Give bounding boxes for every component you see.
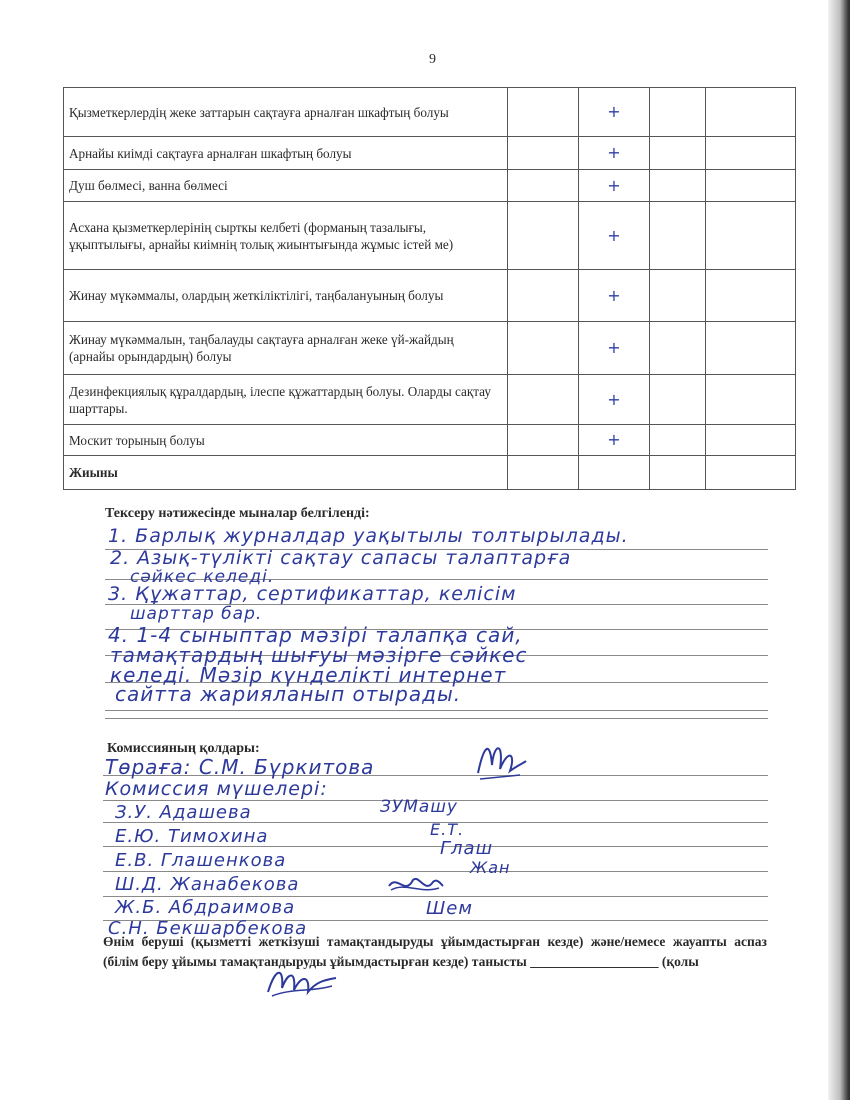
criterion-cell: Дезинфекциялық құралдардың, ілеспе құжаттардың болуы. Оларды сақтау шарттары. [64,375,508,425]
empty-cell [508,88,579,137]
checklist-table [63,87,796,490]
finding-line: сайтта жарияланып отырады. [115,682,462,706]
criterion-cell: Арнайы киімді сақтауға арналған шкафтың болуы [64,137,508,170]
commission-heading: Комиссияның қолдары: [107,741,260,756]
mark-cell [579,322,650,375]
empty-cell [706,170,796,202]
finding-line: тамақтардың шығуы мәзірге сәйкес [110,643,528,667]
table-row-total [64,456,796,490]
commission-line: Е.Ю. Тимохина [115,826,269,847]
page-number: 9 [429,52,436,67]
empty-cell [706,456,796,490]
findings-heading: Тексеру нәтижесінде мыналар белгіленді: [105,506,370,521]
member-signature: Е.Т. [430,820,465,839]
plus-mark: + [607,285,621,305]
signature-blank: ___________________ [530,954,659,969]
criterion-cell: Жинау мүкәммалын, таңбалауды сақтауға арналған жеке үй-жайдың (арнайы орындардың) болуы [64,322,508,375]
empty-cell [650,88,706,137]
empty-cell [508,270,579,322]
criterion-cell: Асхана қызметкерлерінің сырткы келбеті (форманың тазалығы, ұқыптылығы, арнайы киімнің толық жиынтығында жұмыс істей ме) [64,202,508,270]
criterion-cell: Москит торының болуы [64,425,508,456]
mark-cell [579,375,650,425]
commission-line: Ж.Б. Абдраимова [115,897,296,918]
empty-cell [706,202,796,270]
empty-cell [706,270,796,322]
ruled-line [105,718,768,719]
empty-cell [650,270,706,322]
finding-line: шарттар бар. [130,604,263,624]
empty-cell [706,322,796,375]
finding-line: 3. Құжаттар, сертификаттар, келісім [108,583,517,605]
chair-signature [470,735,530,785]
plus-mark: + [607,430,621,449]
plus-mark: + [607,175,621,195]
mark-cell [579,202,650,270]
mark-cell [579,425,650,456]
commission-line: З.У. Адашева [115,802,252,823]
table-row [64,202,796,270]
empty-cell [706,137,796,170]
table-row [64,88,796,137]
finding-line: 4. 1-4 сыныптар мәзірі талапқа сай, [108,623,523,647]
empty-cell [650,202,706,270]
signature-caption: (қолы [661,954,699,969]
table-row [64,425,796,456]
total-label: Жиыны [64,456,508,490]
empty-cell [508,375,579,425]
plus-mark: + [607,389,621,409]
empty-cell [579,456,650,490]
table-row [64,322,796,375]
empty-cell [508,456,579,490]
finding-line: 2. Азық-түлікті сақтау сапасы талаптарға [110,547,572,569]
cook-signature [262,962,342,1002]
commission-line: Комиссия мүшелері: [105,778,328,800]
finding-line: сәйкес келеді. [130,567,275,587]
member-signature: Шем [426,898,473,919]
empty-cell [508,202,579,270]
mark-cell [579,170,650,202]
plus-mark: + [607,338,621,357]
finding-line: 1. Барлық журналдар уақытылы толтырылады. [108,525,629,547]
commission-line: Ш.Д. Жанабекова [115,874,300,895]
empty-cell [650,170,706,202]
mark-cell [579,137,650,170]
empty-cell [650,456,706,490]
empty-cell [650,425,706,456]
criterion-cell: Душ бөлмесі, ванна бөлмесі [64,170,508,202]
acknowledgement-statement: Өнім беруші (қызметті жеткізуші тамақтандыруды ұйымдастырған кезде) және/немесе жауапты аспаз (білім беру ұйымы тамақтандыруды ұйымдастырған кезде) танысты [103,934,767,969]
empty-cell [650,375,706,425]
member-signature: Жан [470,858,511,877]
criterion-cell: Жинау мүкәммалы, олардың жеткіліктілігі, таңбалануының болуы [64,270,508,322]
mark-cell [579,270,650,322]
mark-cell [579,88,650,137]
table-row [64,375,796,425]
member-scribble-signature [385,872,445,898]
empty-cell [706,425,796,456]
criterion-cell: Қызметкерлердің жеке заттарын сақтауға арналған шкафтың болуы [64,88,508,137]
empty-cell [650,137,706,170]
plus-mark: + [607,225,621,245]
acknowledgement-text [103,932,767,972]
plus-mark: + [607,143,621,162]
member-signature: Глаш [440,838,494,859]
empty-cell [508,137,579,170]
table-row [64,170,796,202]
empty-cell [706,375,796,425]
table-row [64,270,796,322]
empty-cell [706,88,796,137]
empty-cell [508,322,579,375]
commission-line: С.Н. Бекшарбекова [108,918,308,939]
empty-cell [650,322,706,375]
ruled-line [105,710,768,711]
commission-line: Төраға: С.М. Бүркитова [105,755,375,779]
finding-line: келеді. Мәзір күнделікті интернет [110,663,507,687]
plus-mark: + [607,102,621,121]
table-row [64,137,796,170]
commission-line: Е.В. Глашенкова [115,850,287,871]
empty-cell [508,170,579,202]
scan-edge [828,0,850,1100]
member-signature: ЗУМашу [380,797,458,817]
empty-cell [508,425,579,456]
